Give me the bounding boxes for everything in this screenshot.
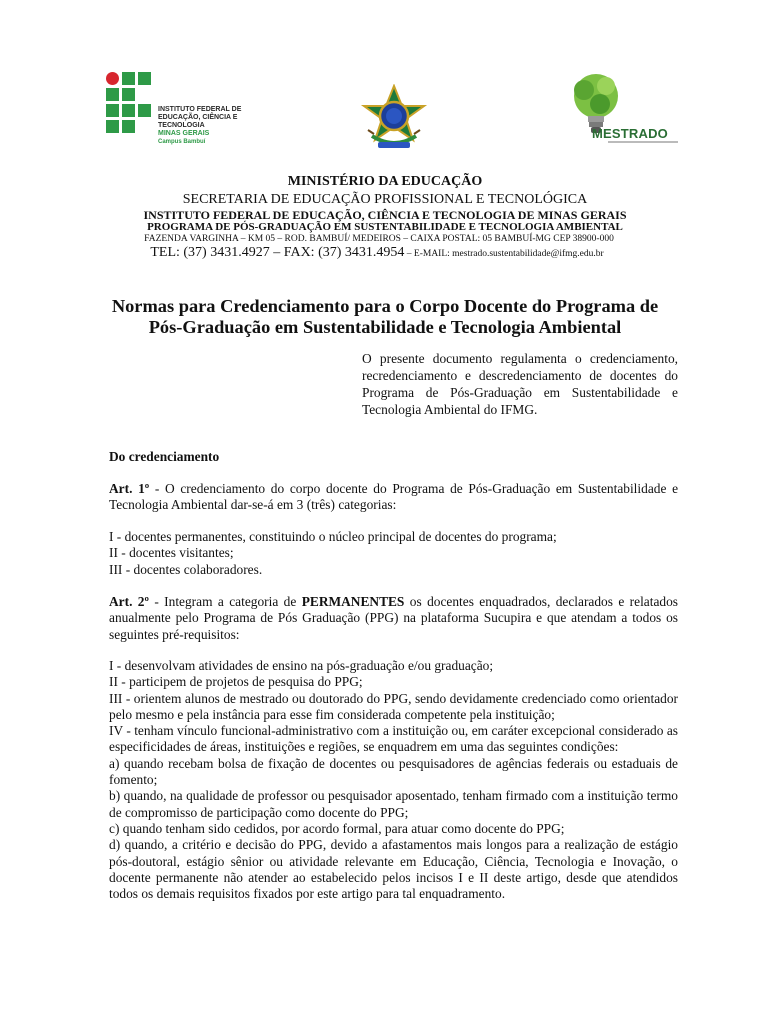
institute-logo: [106, 72, 286, 145]
list-item: a) quando recebam bolsa de fixação de docentes ou pesquisadores de agências federais ou estaduais de fomento;: [109, 755, 678, 788]
article-2-emphasis: PERMANENTES: [301, 594, 405, 609]
document-title-line2: Pós-Graduação em Sustentabilidade e Tecnologia Ambiental: [148, 317, 622, 337]
institute-logo-line3: MINAS GERAIS: [158, 130, 210, 137]
article-1-label: Art. 1º: [109, 481, 150, 496]
document-title: [100, 296, 670, 338]
email-text: – E-MAIL: mestrado.sustentabilidade@ifmg.edu.br: [404, 249, 604, 259]
list-item: III - orientem alunos de mestrado ou doutorado do PPG, sendo devidamente credenciado como orientador pelo mesmo e pela instância para esse fim considerada competente pela instituição;: [109, 690, 678, 722]
article-2-label: Art. 2º: [109, 594, 149, 609]
mestrado-logo: [560, 70, 680, 154]
article-1-text: - O credenciamento do corpo docente do Programa de Pós-Graduação em Sustentabilidade e Tecnologia Ambiental dar-se-á em 3 (três) categorias:: [109, 481, 679, 513]
contact-line: [0, 245, 762, 261]
institute-logo-line2: EDUCAÇÃO, CIÊNCIA E TECNOLOGIA: [158, 114, 238, 129]
list-item: b) quando, na qualidade de professor ou pesquisador aposentado, tenham firmado com a instituição termo de compromisso de participação como docente do PPG;: [109, 788, 678, 820]
secretariat-heading: SECRETARIA DE EDUCAÇÃO PROFISSIONAL E TECNOLÓGICA: [182, 192, 588, 207]
mestrado-label: MESTRADO: [592, 126, 668, 141]
brazil-coat-of-arms-icon: [358, 84, 430, 156]
lightbulb-tree-icon: [560, 70, 680, 154]
address-line: FAZENDA VARGINHA – KM 05 – ROD. BAMBUÍ/ MEDEIROS – CAIXA POSTAL: 05 BAMBUÍ-MG CEP 38900-000: [144, 234, 614, 244]
institute-logo-grid-icon: [106, 72, 154, 136]
list-item: II - docentes visitantes;: [109, 545, 234, 561]
requirement-list: [109, 658, 678, 902]
list-item: II - participem de projetos de pesquisa do PPG;: [109, 674, 363, 690]
article-2-text-before: - Integram a categoria de: [148, 594, 302, 609]
program-heading: PROGRAMA DE PÓS-GRADUAÇÃO EM SUSTENTABILIDADE E TECNOLOGIA AMBIENTAL: [147, 221, 623, 233]
institute-logo-line1: INSTITUTO FEDERAL DE: [158, 106, 242, 113]
list-item: I - docentes permanentes, constituindo o núcleo principal de docentes do programa;: [109, 529, 557, 544]
document-title-line1: Normas para Credenciamento para o Corpo Docente do Programa de: [111, 296, 659, 316]
list-item: IV - tenham vínculo funcional-administrativo com a instituição ou, em caráter excepcional considerado as especificidades de áreas, instituições e regiões, se enquadrem em uma das seguintes condições:: [109, 723, 678, 755]
phone-fax: TEL: (37) 3431.4927 – FAX: (37) 3431.4954: [150, 245, 405, 260]
article-2: [109, 594, 678, 643]
list-item: I - desenvolvam atividades de ensino na pós-graduação e/ou graduação;: [109, 658, 494, 673]
category-list: [109, 529, 678, 578]
list-item: III - docentes colaboradores.: [109, 561, 263, 577]
section-heading: Do credenciamento: [109, 449, 220, 464]
list-item: c) quando tenham sido cedidos, por acordo formal, para atuar como docente do PPG;: [109, 820, 565, 836]
institute-heading: INSTITUTO FEDERAL DE EDUCAÇÃO, CIÊNCIA E TECNOLOGIA DE MINAS GERAIS: [143, 208, 627, 222]
document-abstract: O presente documento regulamenta o credenciamento, recredenciamento e descredenciamento de docentes do Programa de Pós-Graduação em Sustentabilidade e Tecnologia Ambiental do IFMG.: [362, 351, 678, 417]
article-2-text-after: os docentes enquadrados, declarados e relatados anualmente pelo Programa de Pós Graduação (PPG) na plataforma Sucupira e que atendam a todos os seguintes pré-requisitos:: [109, 594, 679, 642]
list-item: d) quando, a critério e decisão do PPG, devido a afastamentos mais longos para a realização de estágio pós-doutoral, estágio sênior ou atividade relevante em Educação, Ciência, Tecnologia e Inovação, o docente permanente não atender ao estabelecido pelos incisos I e II deste artigo, desde que atendidos todos os demais requisitos fixados por este artigo para tal enquadramento.: [109, 837, 678, 902]
ministry-heading: MINISTÉRIO DA EDUCAÇÃO: [287, 174, 483, 189]
article-1: [109, 481, 678, 514]
institute-logo-line4: Campus Bambuí: [158, 139, 206, 145]
